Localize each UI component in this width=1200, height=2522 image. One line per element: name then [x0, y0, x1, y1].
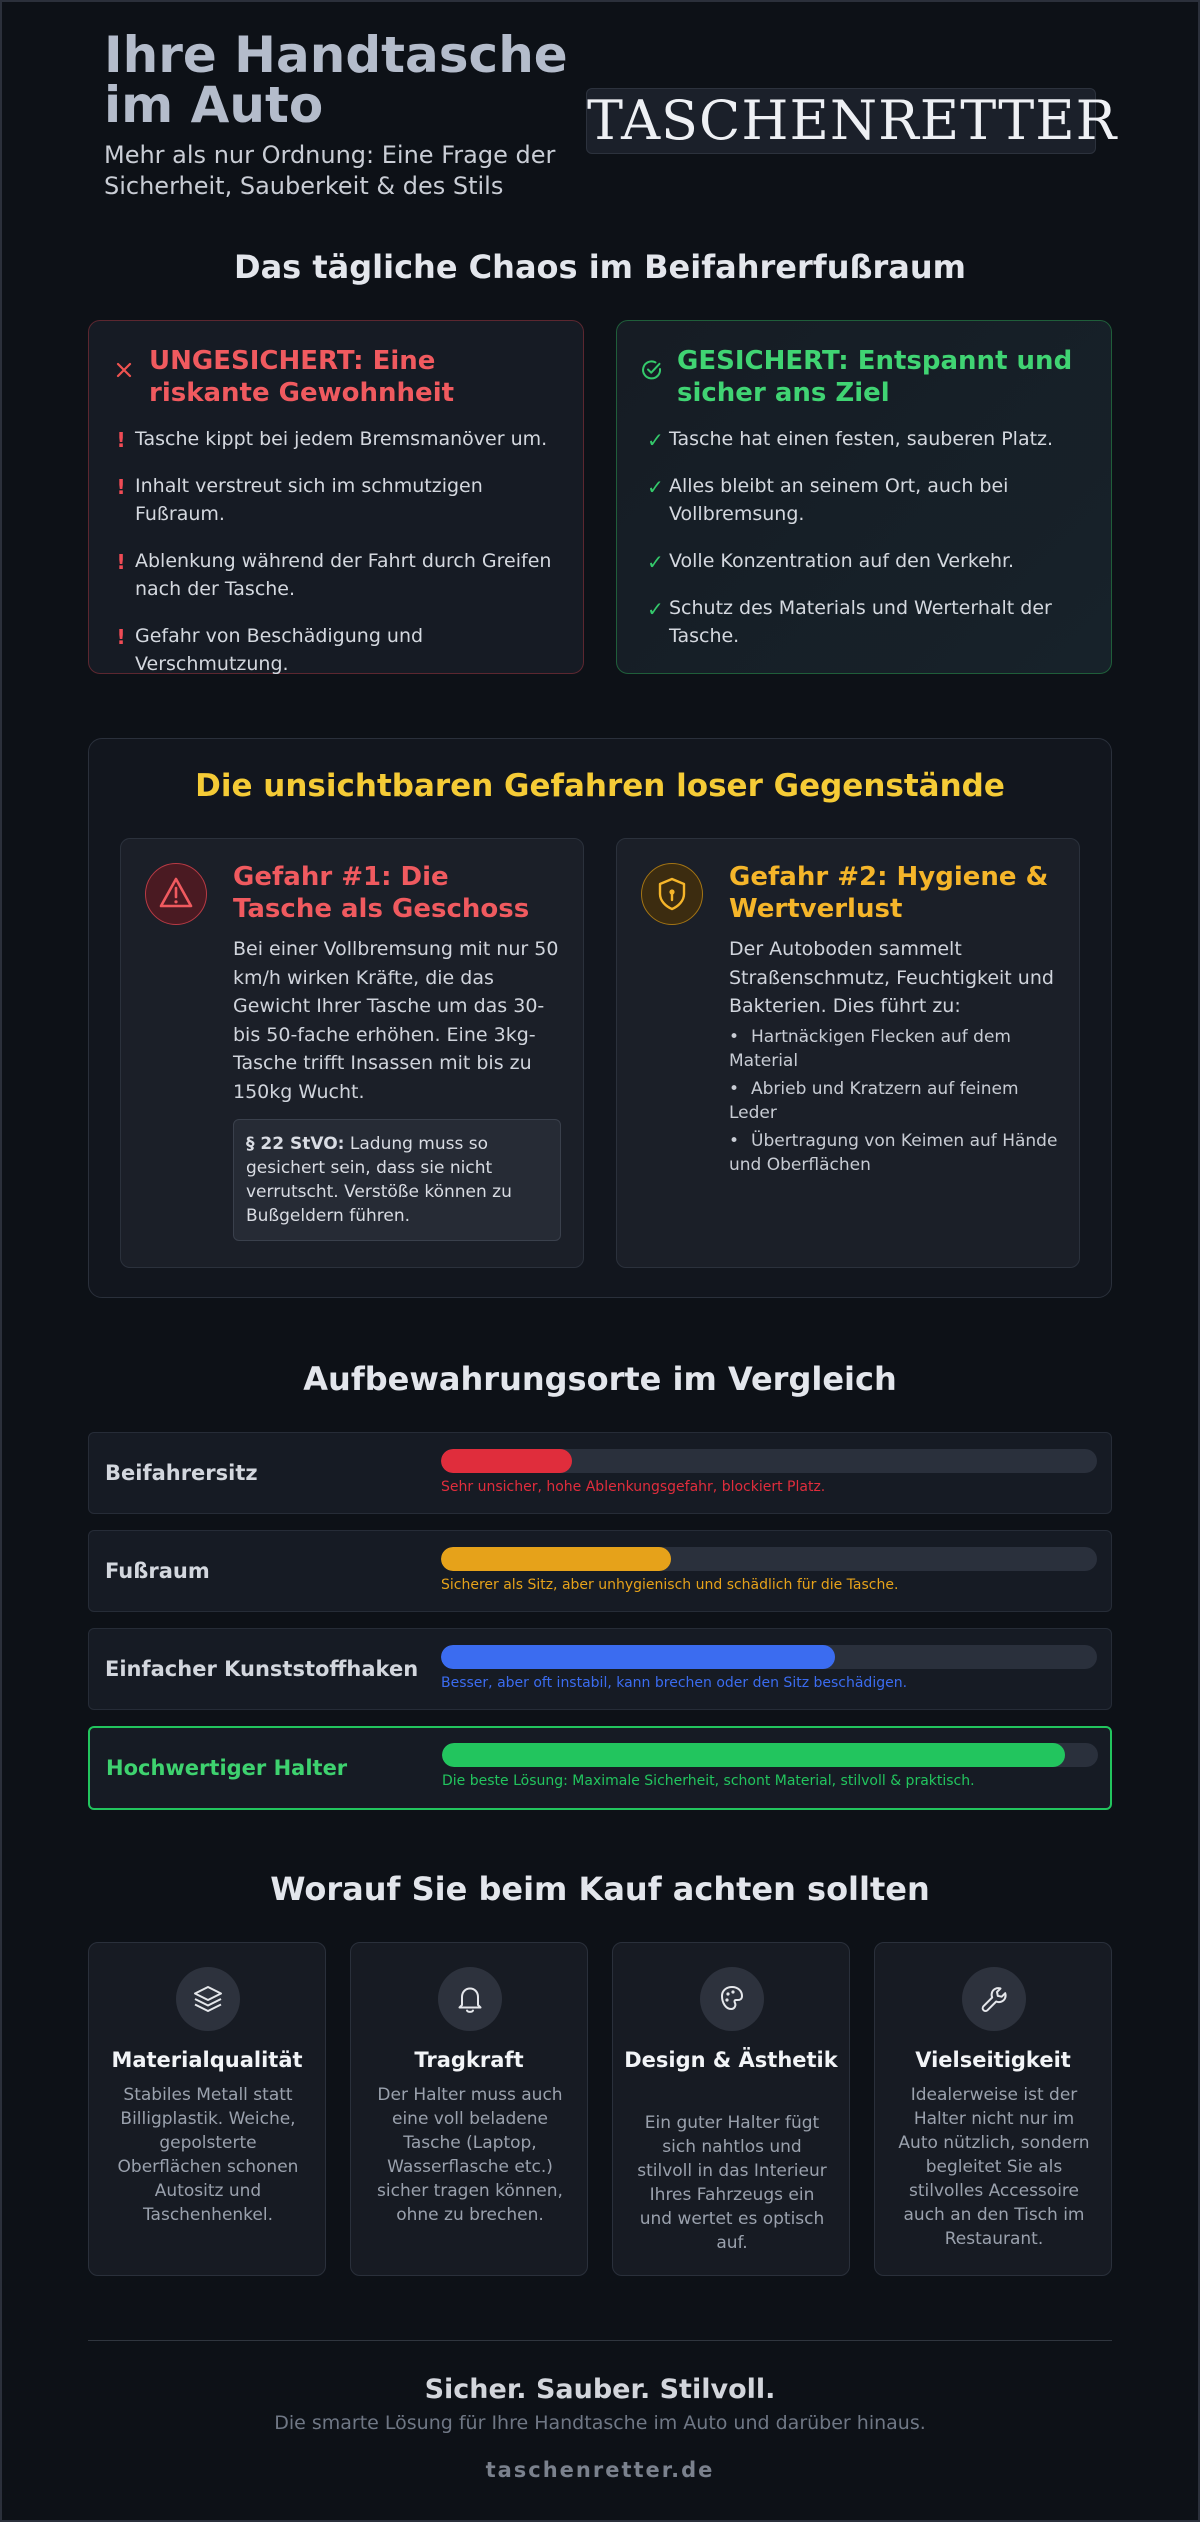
list-item: ! Ablenkung während der Fahrt durch Greifen nach der Tasche.	[135, 547, 555, 603]
layers-icon	[176, 1967, 240, 2031]
chaos-section-title: Das tägliche Chaos im Beifahrerfußraum	[234, 248, 966, 286]
criteria-card	[612, 1942, 850, 2276]
warning-triangle-icon	[145, 863, 207, 925]
storage-note: Besser, aber oft instabil, kann brechen oder den Sitz beschädigen.	[441, 1675, 908, 1691]
criteria-text: Stabiles Metall statt Billigplastik. Weiche, gepolsterte Oberflächen schonen Autositz und Taschenhenkel.	[117, 2085, 299, 2225]
footer-url-link[interactable]: taschenretter.de	[485, 2458, 715, 2482]
storage-note: Sehr unsicher, hohe Ablenkungsgefahr, blockiert Platz.	[441, 1479, 826, 1495]
dangers-title: Die unsichtbaren Gefahren loser Gegenstände	[195, 768, 1005, 804]
unsecured-list	[116, 425, 555, 697]
storage-label: Fußraum	[105, 1559, 210, 1583]
storage-row	[88, 1530, 1112, 1612]
list-item: ! Inhalt verstreut sich im schmutzigen Fußraum.	[135, 472, 555, 528]
criteria-card	[350, 1942, 588, 2276]
storage-label: Einfacher Kunststoffhaken	[105, 1657, 419, 1681]
list-item: • Hartnäckigen Flecken auf dem Material	[729, 1027, 1011, 1071]
list-item: • Übertragung von Keimen auf Hände und Oberflächen	[729, 1131, 1058, 1175]
shield-icon	[641, 863, 703, 925]
rating-bar	[441, 1449, 1097, 1473]
rating-bar-fill	[441, 1645, 835, 1669]
check-icon: ✓	[647, 597, 664, 621]
secured-list	[647, 425, 1089, 669]
danger-card-hygiene	[616, 838, 1080, 1268]
rating-bar-fill	[442, 1743, 1065, 1767]
criteria-text: Ein guter Halter fügt sich nahtlos und stilvoll in das Interieur Ihres Fahrzeugs ein und wertet es optisch auf.	[637, 2113, 827, 2253]
danger2-bullets	[729, 1025, 1069, 1181]
list-item: • Abrieb und Kratzern auf feinem Leder	[729, 1079, 1019, 1123]
danger2-text: Der Autoboden sammelt Straßenschmutz, Feuchtigkeit und Bakterien. Dies führt zu:	[729, 938, 1054, 1017]
danger1-heading: Gefahr #1: Die Tasche als Geschoss	[233, 862, 530, 924]
criteria-text: Idealerweise ist der Halter nicht nur im Auto nützlich, sondern begleitet Sie als stilvolles Accessoire auch an den Tisch im Restaurant.	[898, 2085, 1090, 2249]
list-item: ✓ Volle Konzentration auf den Verkehr.	[647, 550, 1015, 574]
check-icon: ✓	[647, 550, 664, 574]
list-item: ✓ Alles bleibt an seinem Ort, auch bei Vollbremsung.	[647, 475, 1009, 525]
criteria-card	[874, 1942, 1112, 2276]
unsecured-card	[88, 320, 584, 674]
list-item: ✓ Schutz des Materials und Werterhalt der Tasche.	[647, 597, 1052, 647]
page-subtitle: Mehr als nur Ordnung: Eine Frage der Sicherheit, Sauberkeit & des Stils	[104, 141, 556, 200]
wrench-icon	[962, 1967, 1026, 2031]
footer-divider	[88, 2340, 1112, 2341]
secured-heading: GESICHERT: Entspannt und sicher ans Ziel	[677, 346, 1073, 408]
storage-label: Hochwertiger Halter	[106, 1756, 348, 1780]
criteria-text: Der Halter muss auch eine voll beladene Tasche (Laptop, Wasserflasche etc.) sicher tragen können, ohne zu brechen.	[377, 2085, 563, 2225]
list-item: ! Tasche kippt bei jedem Bremsmanöver um.	[135, 425, 555, 453]
footer-tagline: Die smarte Lösung für Ihre Handtasche im Auto und darüber hinaus.	[274, 2412, 926, 2434]
check-icon: ✓	[647, 475, 664, 499]
warning-mark-icon: !	[116, 428, 126, 452]
rating-bar-fill	[441, 1547, 671, 1571]
page-title: Ihre Handtasche im Auto	[104, 26, 568, 134]
warning-mark-icon: !	[116, 475, 126, 499]
warning-mark-icon: !	[116, 550, 126, 574]
check-icon: ✓	[647, 428, 664, 452]
bell-icon	[438, 1967, 502, 2031]
warning-mark-icon: !	[116, 625, 126, 649]
storage-row	[88, 1628, 1112, 1710]
danger2-heading: Gefahr #2: Hygiene & Wertverlust	[729, 862, 1049, 924]
check-circle-icon	[641, 359, 663, 381]
criteria-card	[88, 1942, 326, 2276]
criteria-heading: Materialqualität	[111, 2048, 303, 2072]
rating-bar	[441, 1547, 1097, 1571]
design-icon	[700, 1967, 764, 2031]
unsecured-heading: UNGESICHERT: Eine riskante Gewohnheit	[149, 346, 455, 408]
danger-card-projectile	[120, 838, 584, 1268]
buying-section-title: Worauf Sie beim Kauf achten sollten	[270, 1870, 930, 1908]
storage-note: Die beste Lösung: Maximale Sicherheit, schont Material, stilvoll & praktisch.	[442, 1773, 975, 1789]
footer-slogan: Sicher. Sauber. Stilvoll.	[424, 2374, 776, 2405]
rating-bar	[442, 1743, 1098, 1767]
secured-card	[616, 320, 1112, 674]
storage-row-best	[88, 1726, 1112, 1810]
list-item: ✓ Tasche hat einen festen, sauberen Platz.	[647, 428, 1054, 452]
storage-row	[88, 1432, 1112, 1514]
danger1-text: Bei einer Vollbremsung mit nur 50 km/h wirken Kräfte, die das Gewicht Ihrer Tasche um das 30- bis 50-fache erhöhen. Eine 3kg-Tasche trifft Insassen mit bis zu 150kg Wucht.	[233, 938, 559, 1103]
brand-logo: TASCHENRETTER	[587, 89, 1118, 152]
storage-section-title: Aufbewahrungsorte im Vergleich	[303, 1360, 897, 1398]
criteria-heading: Design & Ästhetik	[624, 2048, 838, 2072]
storage-note: Sicherer als Sitz, aber unhygienisch und schädlich für die Tasche.	[441, 1577, 899, 1593]
storage-label: Beifahrersitz	[105, 1461, 258, 1485]
law-note: § 22 StVO: Ladung muss so gesichert sein, dass sie nicht verrutscht. Verstöße können zu Bußgeldern führen.	[233, 1119, 561, 1241]
criteria-heading: Tragkraft	[414, 2048, 524, 2072]
list-item: ! Gefahr von Beschädigung und Verschmutzung.	[135, 622, 555, 678]
rating-bar-fill	[441, 1449, 572, 1473]
close-icon	[113, 359, 135, 381]
criteria-heading: Vielseitigkeit	[915, 2048, 1071, 2072]
rating-bar	[441, 1645, 1097, 1669]
